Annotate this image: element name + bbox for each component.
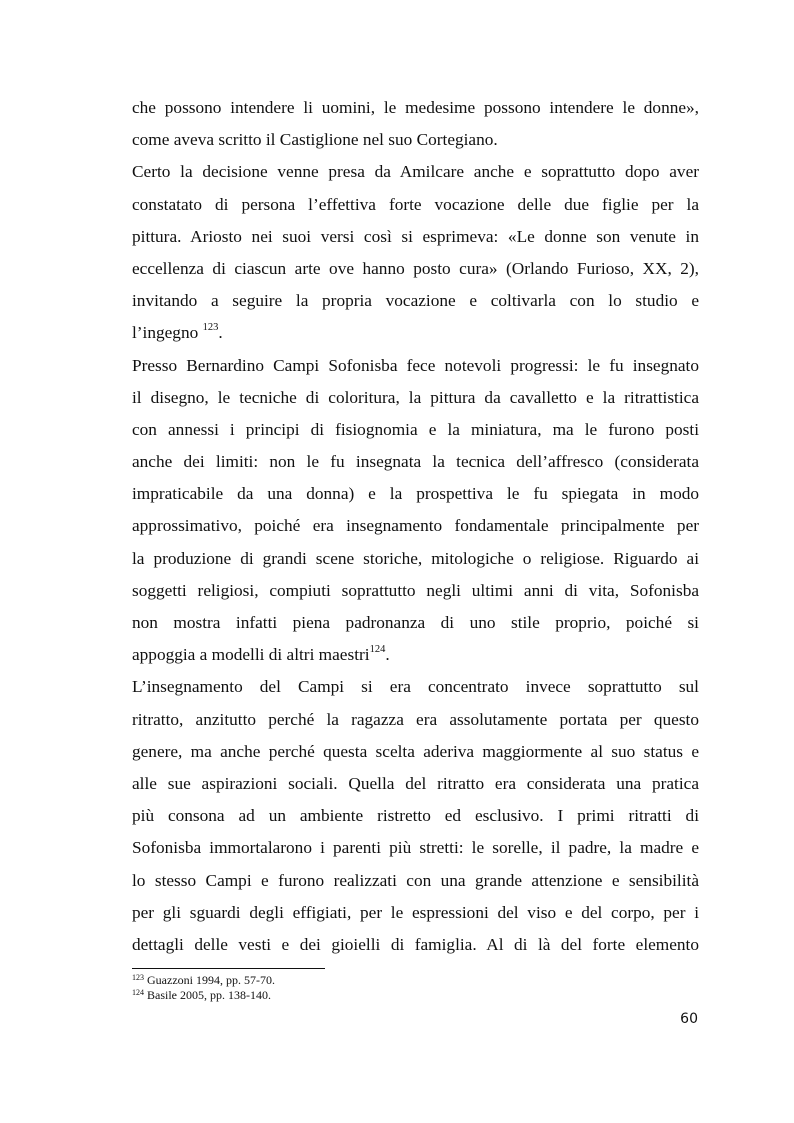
footnote-number: 123 (132, 973, 144, 982)
text-line: invitando a seguire la propria vocazione e coltivarla con lo studio e (132, 291, 699, 311)
text-line: L’insegnamento del Campi si era concentrato invece soprattutto sul (132, 677, 699, 697)
footnote-text: Guazzoni 1994, pp. 57-70. (144, 973, 275, 987)
footnote-ref-124[interactable]: 124 (369, 644, 386, 656)
footnote-number: 124 (132, 988, 144, 997)
text-line: lo stesso Campi e furono realizzati con una grande attenzione e sensibilità (132, 870, 699, 890)
text-line: Certo la decisione venne presa da Amilcare anche e soprattutto dopo aver (132, 162, 699, 182)
text-line: constatato di persona l’effettiva forte vocazione delle due figlie per la (132, 194, 699, 214)
footnote-separator (132, 968, 325, 969)
text-line: dettagli delle vesti e dei gioielli di famiglia. Al di là del forte elemento (132, 934, 699, 954)
text-line: impraticabile da una donna) e la prospettiva le fu spiegata in modo (132, 484, 699, 504)
line-text: l’ingegno (132, 323, 203, 343)
text-line: genere, ma anche perché questa scelta aderiva maggiormente al suo status e (132, 741, 699, 761)
text-line: soggetti religiosi, compiuti soprattutto negli ultimi anni di vita, Sofonisba (132, 580, 699, 600)
page-number: 60 (680, 1011, 698, 1027)
body-text (132, 92, 699, 961)
footnotes (132, 973, 699, 1003)
text-line: il disegno, le tecniche di coloritura, la pittura da cavalletto e la ritrattistica (132, 387, 699, 407)
line-punctuation: . (385, 645, 390, 665)
text-line: Presso Bernardino Campi Sofonisba fece notevoli progressi: le fu insegnato (132, 355, 699, 375)
text-line: anche dei limiti: non le fu insegnata la tecnica dell’affresco (considerata (132, 452, 699, 472)
text-line: non mostra infatti piena padronanza di uno stile proprio, poiché si (132, 613, 699, 632)
text-line: la produzione di grandi scene storiche, mitologiche o religiose. Riguardo ai (132, 548, 699, 568)
footnote-124 (132, 988, 699, 1003)
text-line (132, 639, 699, 671)
text-line: ritratto, anzitutto perché la ragazza era assolutamente portata per questo (132, 709, 699, 729)
text-line: alle sue aspirazioni sociali. Quella del ritratto era considerata una pratica (132, 773, 699, 793)
text-line: approssimativo, poiché era insegnamento fondamentale principalmente per (132, 516, 699, 536)
line-text: appoggia a modelli di altri maestri (132, 645, 370, 665)
text-line: pittura. Ariosto nei suoi versi così si esprimeva: «Le donne son venute in (132, 226, 699, 246)
footnote-text: Basile 2005, pp. 138-140. (144, 988, 271, 1002)
text-line: che possono intendere li uomini, le medesime possono intendere le donne», (132, 98, 699, 117)
text-line: più consona ad un ambiente ristretto ed esclusivo. I primi ritratti di (132, 806, 699, 826)
text-line (132, 317, 699, 349)
footnote-123 (132, 973, 699, 988)
footnote-ref-123[interactable]: 123 (202, 322, 219, 334)
text-line: per gli sguardi degli effigiati, per le espressioni del viso e del corpo, per i (132, 902, 699, 922)
text-line: come aveva scritto il Castiglione nel suo Cortegiano. (132, 130, 498, 150)
text-line: eccellenza di ciascun arte ove hanno posto cura» (Orlando Furioso, XX, 2), (132, 258, 699, 278)
text-line: con annessi i principi di fisiognomia e la miniatura, ma le furono posti (132, 419, 699, 439)
line-punctuation: . (218, 323, 223, 343)
text-line: Sofonisba immortalarono i parenti più stretti: le sorelle, il padre, la madre e (132, 838, 699, 858)
